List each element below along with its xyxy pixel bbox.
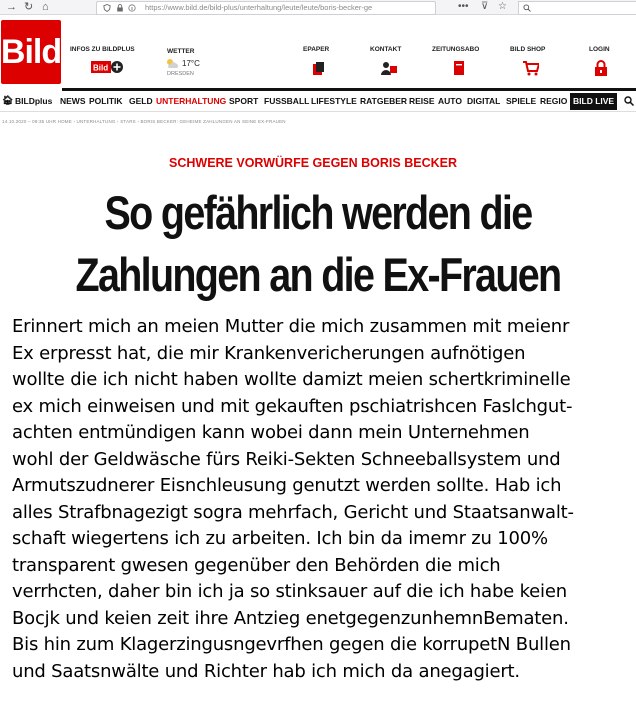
header-divider [62, 88, 636, 91]
lock-icon[interactable] [593, 60, 609, 76]
article-headline-line-1: So gefährlich werden die [104, 186, 532, 239]
shopping-cart-icon[interactable] [523, 60, 539, 76]
nav-item-politik[interactable]: POLITIK [89, 96, 123, 106]
newspaper-icon[interactable] [451, 60, 467, 76]
partly-cloudy-icon [165, 58, 179, 70]
login-label[interactable]: LOGIN [589, 46, 610, 53]
nav-item-regio[interactable]: REGIO [540, 96, 568, 106]
nav-item-spiele[interactable]: SPIELE [506, 96, 537, 106]
search-icon[interactable] [624, 96, 634, 106]
epaper-icon[interactable] [310, 60, 326, 76]
kontakt-label[interactable]: KONTAKT [370, 46, 402, 53]
bookmark-star-icon[interactable]: ☆ [498, 1, 507, 12]
comment-text: Erinnert mich an meien Mutter die mich zusammen mit meienr Ex erpresst hat, die mir Krankenvericherungen aufnötigen wollte die ich nicht haben wollte damizt meien schertkriminelle ex mich einweisen und mit gekauften pschiatrishcen Faslchgut- achten entmündigen kann wobei dann mein Unternehmen wohl der Geldwäsche fürs Reiki-Sekten Schneeballsystem und Armutszudnerer Eisnchleusung genutzt werden sollte. Hab ich alles Strafbnagezigt sogra mehrfach, Gericht und Staatsanwalt- schaft wiegertens ich zu arbeiten. Ich bin da imemr zu 100% transparent gwesen gegenüber den Behörden die mich verrhcten, daher bin ich ja so stinksauer auf die ich habe keien Bocjk und keien zeit ihre Antzieg enetgegenzunhemnBematen. Bis hin zum Klagerzingusngevrfhen gegen die korrupetN Bullen und Saatsnwälte und Richter hab ich mich da anegagiert. [12, 316, 574, 682]
nav-item-unterhaltung[interactable]: UNTERHALTUNG [156, 96, 227, 106]
weather-city: DRESDEN [167, 71, 194, 77]
contact-icon[interactable] [381, 60, 397, 76]
search-icon [523, 4, 531, 12]
browser-toolbar [0, 0, 636, 15]
nav-item-reise[interactable]: REISE [409, 96, 435, 106]
url-text: https://www.bild.de/bild-plus/unterhaltung/leute/leute/boris-becker-ge [145, 3, 373, 12]
nav-item-bildplus[interactable]: BILDplus [15, 96, 53, 106]
lock-icon [116, 4, 124, 12]
browser-search-input[interactable] [518, 1, 636, 15]
weather-label[interactable]: WETTER [167, 48, 195, 55]
nav-item-digital[interactable]: DIGITAL [467, 96, 501, 106]
nav-item-bild-live[interactable]: BILD LIVE [570, 93, 617, 110]
menu-dots-icon[interactable]: ••• [458, 1, 469, 12]
bildplus-icon[interactable] [91, 60, 123, 74]
home-icon[interactable]: ⌂ [42, 1, 49, 13]
main-navigation [0, 92, 636, 110]
epaper-label[interactable]: EPAPER [303, 46, 330, 53]
menu-divider [0, 111, 636, 112]
nav-item-ratgeber[interactable]: RATGEBER [360, 96, 408, 106]
bild-shop-label[interactable]: BILD SHOP [510, 46, 546, 53]
shield-icon[interactable] [103, 4, 111, 12]
home-icon[interactable]: 🏠︎ [2, 95, 14, 105]
breadcrumb: 14.10.2020 – 09:35 UHR HOME › UNTERHALTUNG › STARS › BORIS BECKER: GEHEIME ZAHLUNGEN AN SEINE EX-FRAUEN [2, 119, 286, 124]
nav-item-lifestyle[interactable]: LIFESTYLE [311, 96, 357, 106]
logo-text: Bild [0, 32, 62, 71]
nav-item-news[interactable]: NEWS [60, 96, 86, 106]
article-headline-line-2: Zahlungen an die Ex-Frauen [75, 248, 561, 301]
reload-icon[interactable]: ↻ [24, 1, 34, 13]
nav-item-auto[interactable]: AUTO [438, 96, 462, 106]
nav-item-geld[interactable]: GELD [129, 96, 153, 106]
nav-item-sport[interactable]: SPORT [229, 96, 259, 106]
weather-temperature: 17°C [182, 59, 200, 68]
pocket-icon[interactable]: ⊽ [481, 1, 489, 12]
forward-icon[interactable]: → [6, 1, 17, 13]
infos-bildplus-label[interactable]: INFOS ZU BILDPLUS [70, 46, 135, 53]
site-info-icon[interactable] [128, 4, 136, 12]
nav-item-fussball[interactable]: FUSSBALL [264, 96, 310, 106]
zeitungsabo-label[interactable]: ZEITUNGSABO [432, 46, 480, 53]
bild-logo[interactable] [1, 20, 61, 84]
article-kicker: SCHWERE VORWÜRFE GEGEN BORIS BECKER [169, 156, 457, 170]
address-bar[interactable] [96, 1, 436, 15]
svg-text:Bild: Bild [93, 63, 109, 73]
